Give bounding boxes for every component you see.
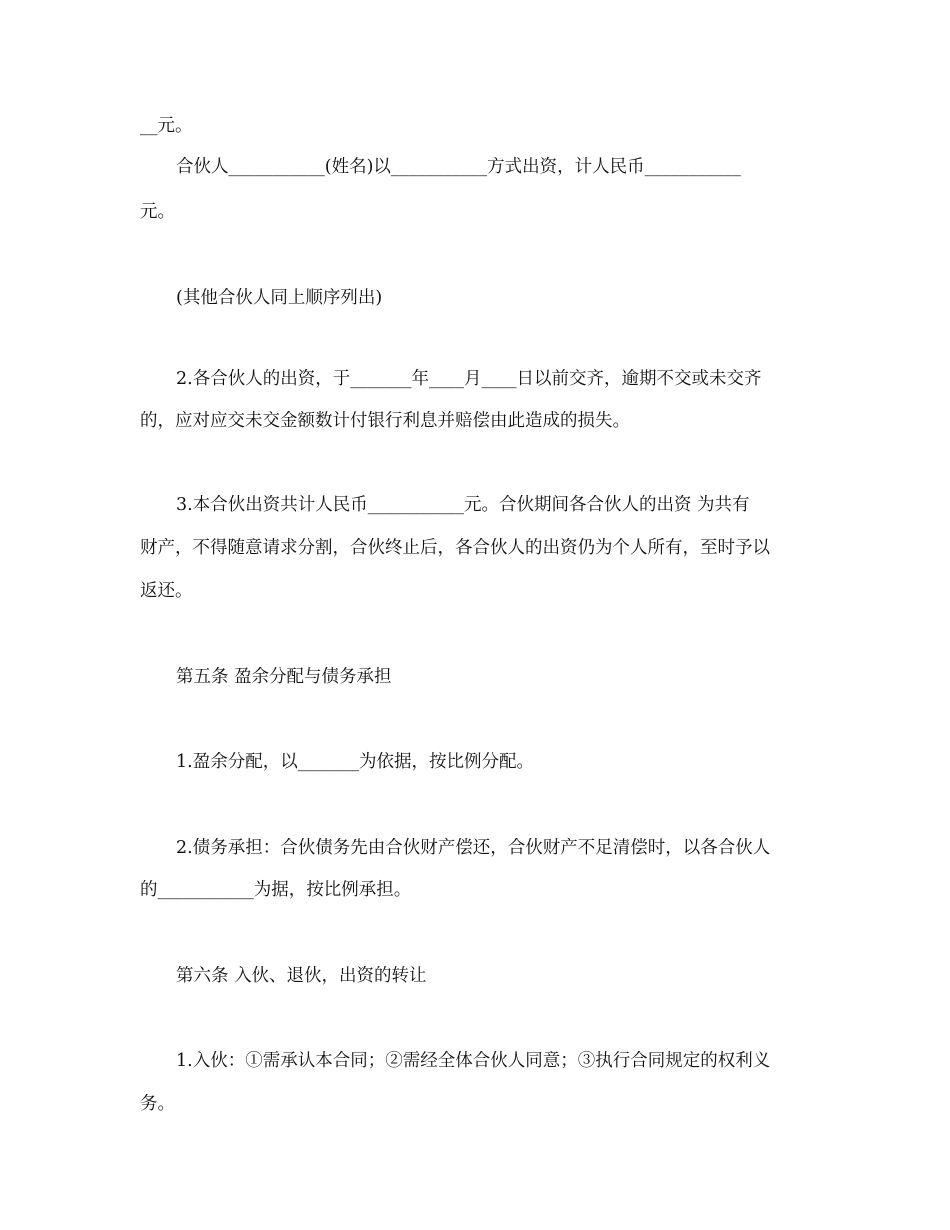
text-line: 1.入伙：①需承认本合同；②需经全体合伙人同意；③执行合同规定的权利义 [176,1051,771,1071]
text-line: 务。 [140,1094,175,1114]
section-heading: 第六条 入伙、退伙，出资的转让 [176,966,427,986]
text-line: 合伙人___________(姓名)以___________方式出资，计人民币___________ [176,157,741,177]
text-line: __元。 [140,116,193,136]
text-line: 1.盈余分配，以_______为依据，按比例分配。 [176,752,534,772]
text-line: 财产，不得随意请求分割，合伙终止后，各合伙人的出资仍为个人所有，至时予以 [140,538,770,558]
section-heading: 第五条 盈余分配与债务承担 [176,667,392,687]
text-line: 返还。 [140,581,193,601]
text-line: 3.本合伙出资共计人民币___________元。合伙期间各合伙人的出资 为共有 [176,495,750,515]
text-line: 元。 [140,202,175,222]
text-line: (其他合伙人同上顺序列出) [176,288,383,308]
text-line: 的___________为据，按比例承担。 [140,880,412,900]
text-line: 的，应对应交未交金额数计付银行利息并赔偿由此造成的损失。 [140,411,630,431]
text-line: 2.各合伙人的出资，于_______年____月____日以前交齐，逾期不交或未交齐 [176,369,762,389]
text-line: 2.债务承担：合伙债务先由合伙财产偿还，合伙财产不足清偿时，以各合伙人 [176,838,771,858]
